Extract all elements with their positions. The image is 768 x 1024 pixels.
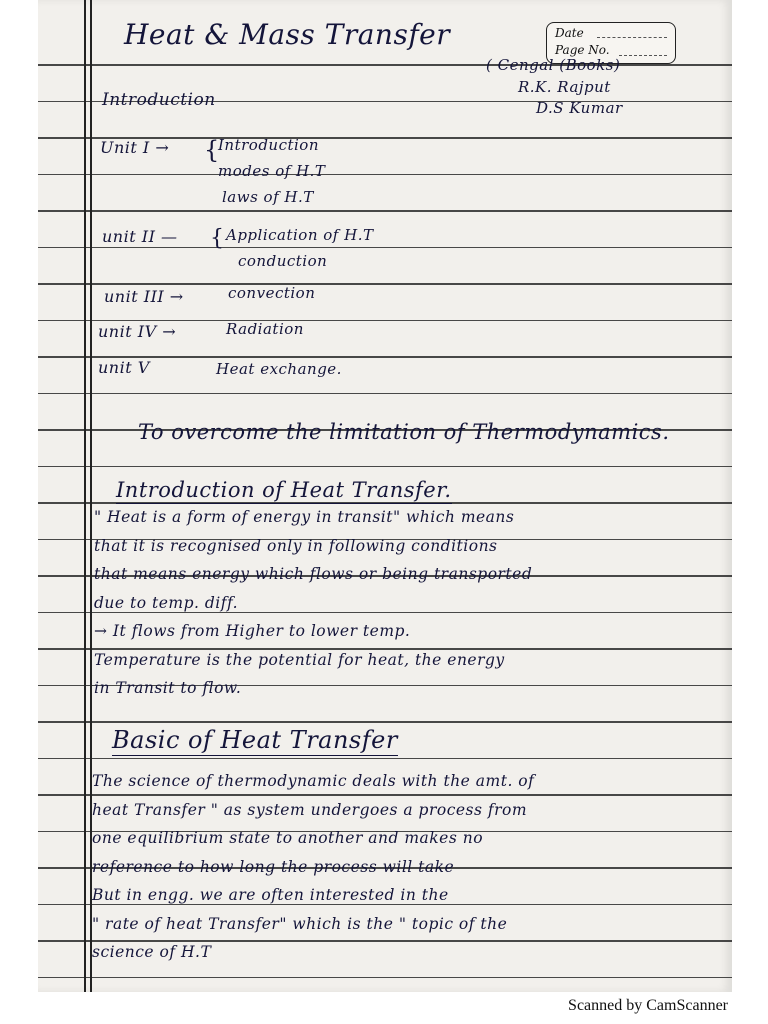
ruled-line <box>38 320 732 322</box>
ruled-line <box>38 174 732 176</box>
text-line: " Heat is a form of energy in transit" which means <box>94 508 515 526</box>
text-line: one equilibrium state to another and makes no <box>92 829 484 847</box>
text-line: in Transit to flow. <box>94 679 242 697</box>
page-title: Heat & Mass Transfer <box>124 18 451 51</box>
text-line: Temperature is the potential for heat, the energy <box>94 650 505 669</box>
ruled-line <box>38 794 732 796</box>
unit-4-topic-1: Radiation <box>226 320 304 338</box>
page-no-label: Page No. <box>555 43 610 57</box>
section-1-heading: Introduction of Heat Transfer. <box>116 478 452 502</box>
objective-line: To overcome the limitation of Thermodynamics. <box>138 420 670 444</box>
brace-icon: { <box>210 226 225 251</box>
unit-1-topic-2: modes of H.T <box>218 162 326 180</box>
text-line: heat Transfer " as system undergoes a process from <box>92 800 528 819</box>
book-author-1: R.K. Rajput <box>518 78 611 96</box>
unit-5-topic-1: Heat exchange. <box>216 360 342 378</box>
ruled-line <box>38 612 732 614</box>
unit-3-label: unit III → <box>104 287 184 306</box>
ruled-line <box>38 977 732 979</box>
unit-2-topic-1: Application of H.T <box>226 226 374 244</box>
text-line: due to temp. diff. <box>94 593 239 612</box>
book-author-2: D.S Kumar <box>536 99 623 117</box>
ruled-line <box>38 466 732 468</box>
text-line: The science of thermodynamic deals with the amt. of <box>92 772 535 790</box>
text-line: that it is recognised only in following conditions <box>94 536 498 555</box>
unit-4-label: unit IV → <box>98 322 177 341</box>
text-line: science of H.T <box>92 943 212 961</box>
text-line: " rate of heat Transfer" which is the " topic of the <box>92 914 508 933</box>
date-label: Date <box>555 26 584 40</box>
unit-1-label: Unit I → <box>100 138 170 157</box>
scanner-footer: Scanned by CamScanner <box>568 997 728 1014</box>
unit-1-topic-1: Introduction <box>218 136 319 154</box>
unit-3-topic-1: convection <box>228 284 316 302</box>
section-2-heading: Basic of Heat Transfer <box>112 726 398 754</box>
unit-2-label: unit II — <box>102 227 178 246</box>
ruled-line <box>38 283 732 285</box>
margin-line-left <box>84 0 86 992</box>
text-line: But in engg. we are often interested in the <box>92 886 449 904</box>
notebook-page <box>38 0 732 992</box>
date-line <box>597 37 667 38</box>
intro-heading: Introduction <box>102 90 216 110</box>
brace-icon: { <box>204 136 220 164</box>
ruled-line <box>38 721 732 723</box>
page-no-line <box>619 55 667 56</box>
unit-2-topic-2: conduction <box>238 252 328 270</box>
ruled-line <box>38 940 732 942</box>
ruled-line <box>38 64 732 66</box>
ruled-line <box>38 393 732 395</box>
ruled-line <box>38 210 732 212</box>
text-line: that means energy which flows or being transported <box>94 565 533 583</box>
text-line: reference to how long the process will take <box>92 857 455 876</box>
unit-5-label: unit V <box>98 358 150 377</box>
ruled-line <box>38 758 732 760</box>
ruled-line <box>38 247 732 249</box>
unit-1-topic-3: laws of H.T <box>222 188 314 206</box>
text-line: → It flows from Higher to lower temp. <box>94 622 411 640</box>
books-header: ( Cengal (Books) <box>486 56 621 74</box>
ruled-line <box>38 648 732 650</box>
